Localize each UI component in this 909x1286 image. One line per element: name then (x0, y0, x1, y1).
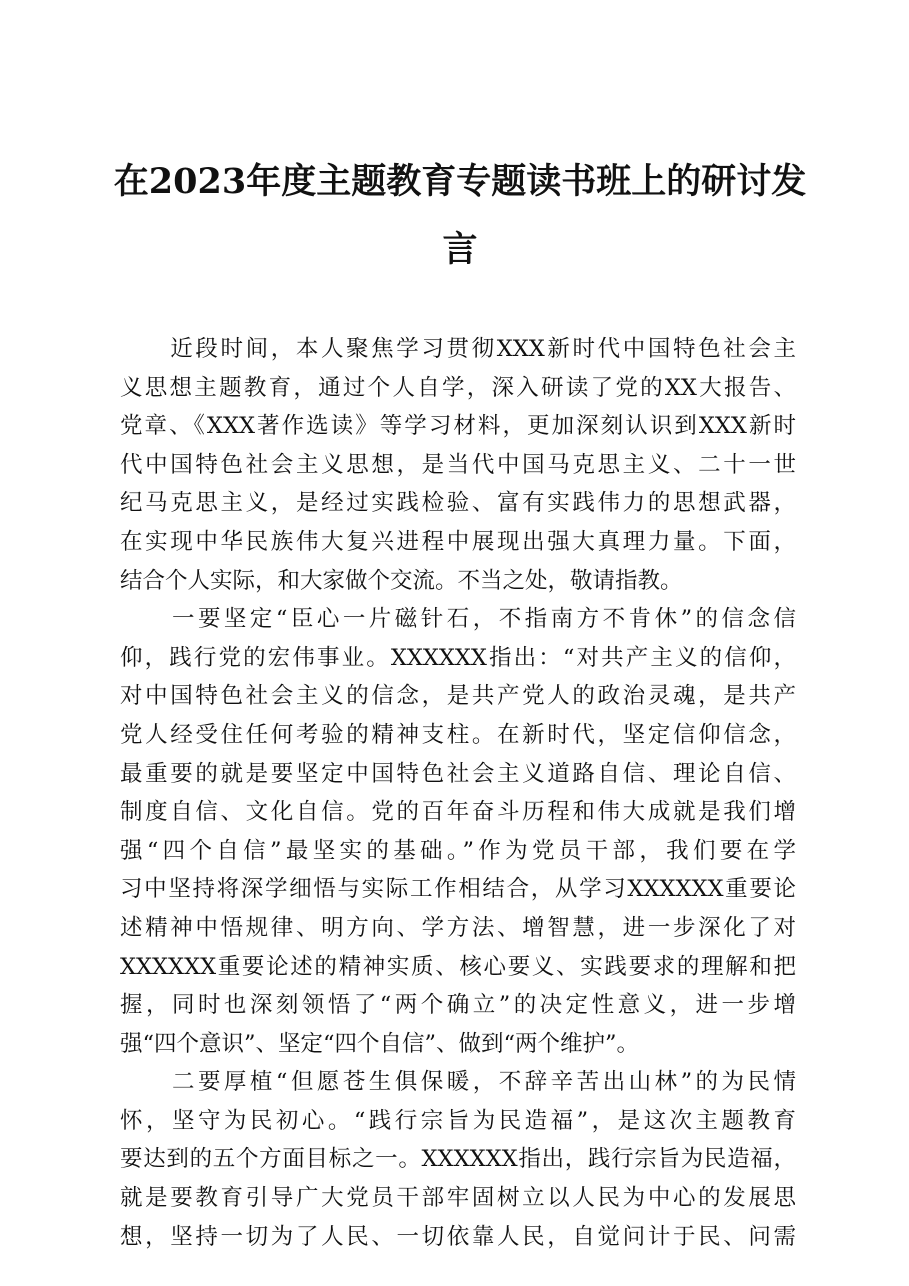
text-line: 述精神中悟规律、明方向、学方法、增智慧，进一步深化了对 (120, 914, 796, 941)
text-line: 纪马克思主义，是经过实践检验、富有实践伟力的思想武器， (120, 490, 796, 517)
text-line: XXXXXX重要论述的精神实质、核心要义、实践要求的理解和把 (120, 953, 796, 980)
text-line: 握，同时也深刻领悟了“两个确立”的决定性意义，进一步增 (120, 992, 796, 1019)
text-line: 要达到的五个方面目标之一。XXXXXX指出，践行宗旨为民造福， (120, 1146, 796, 1173)
text-line: 近段时间，本人聚焦学习贯彻XXX新时代中国特色社会主 (120, 336, 796, 362)
title-line-1: 在2023年度主题教育专题读书班上的研讨发 (113, 161, 807, 202)
paragraph-3 (120, 1063, 796, 1256)
document-title (110, 148, 810, 284)
title-line-2: 言 (442, 229, 478, 270)
text-line: 强“四个意识”、坚定“四个自信”、做到“两个维护”。 (120, 1030, 640, 1057)
text-line: 党章、《XXX著作选读》等学习材料，更加深刻认识到XXX新时 (120, 413, 796, 440)
text-line: 在实现中华民族伟大复兴进程中展现出强大真理力量。下面， (120, 528, 796, 555)
text-line: 代中国特色社会主义思想，是当代中国马克思主义、二十一世 (120, 451, 796, 478)
text-line: 怀，坚守为民初心。“践行宗旨为民造福”，是这次主题教育 (120, 1107, 796, 1134)
text-line: 制度自信、文化自信。党的百年奋斗历程和伟大成就是我们增 (120, 799, 796, 826)
text-line: 一要坚定“臣心一片磁针石，不指南方不肯休”的信念信 (120, 606, 796, 633)
paragraph-1 (120, 330, 796, 600)
text-line: 就是要教育引导广大党员干部牢固树立以人民为中心的发展思 (120, 1185, 796, 1212)
paragraph-2 (120, 600, 796, 1063)
text-line: 党人经受住任何考验的精神支柱。在新时代，坚定信仰信念， (120, 721, 796, 748)
text-line: 最重要的就是要坚定中国特色社会主义道路自信、理论自信、 (120, 760, 796, 787)
text-line: 想，坚持一切为了人民、一切依靠人民，自觉问计于民、问需 (120, 1223, 796, 1250)
document-body (120, 330, 796, 1256)
text-line: 义思想主题教育，通过个人自学，深入研读了党的XX大报告、 (120, 374, 796, 401)
text-line: 仰，践行党的宏伟事业。XXXXXX指出：“对共产主义的信仰， (120, 644, 796, 671)
text-line: 结合个人实际，和大家做个交流。不当之处，敬请指教。 (120, 567, 683, 594)
text-line: 习中坚持将深学细悟与实际工作相结合，从学习XXXXXX重要论 (120, 876, 796, 903)
text-line: 强“四个自信”最坚实的基础。”作为党员干部，我们要在学 (120, 837, 796, 864)
text-line: 二要厚植“但愿苍生俱保暖，不辞辛苦出山林”的为民情 (120, 1069, 796, 1096)
text-line: 对中国特色社会主义的信念，是共产党人的政治灵魂，是共产 (120, 683, 796, 710)
